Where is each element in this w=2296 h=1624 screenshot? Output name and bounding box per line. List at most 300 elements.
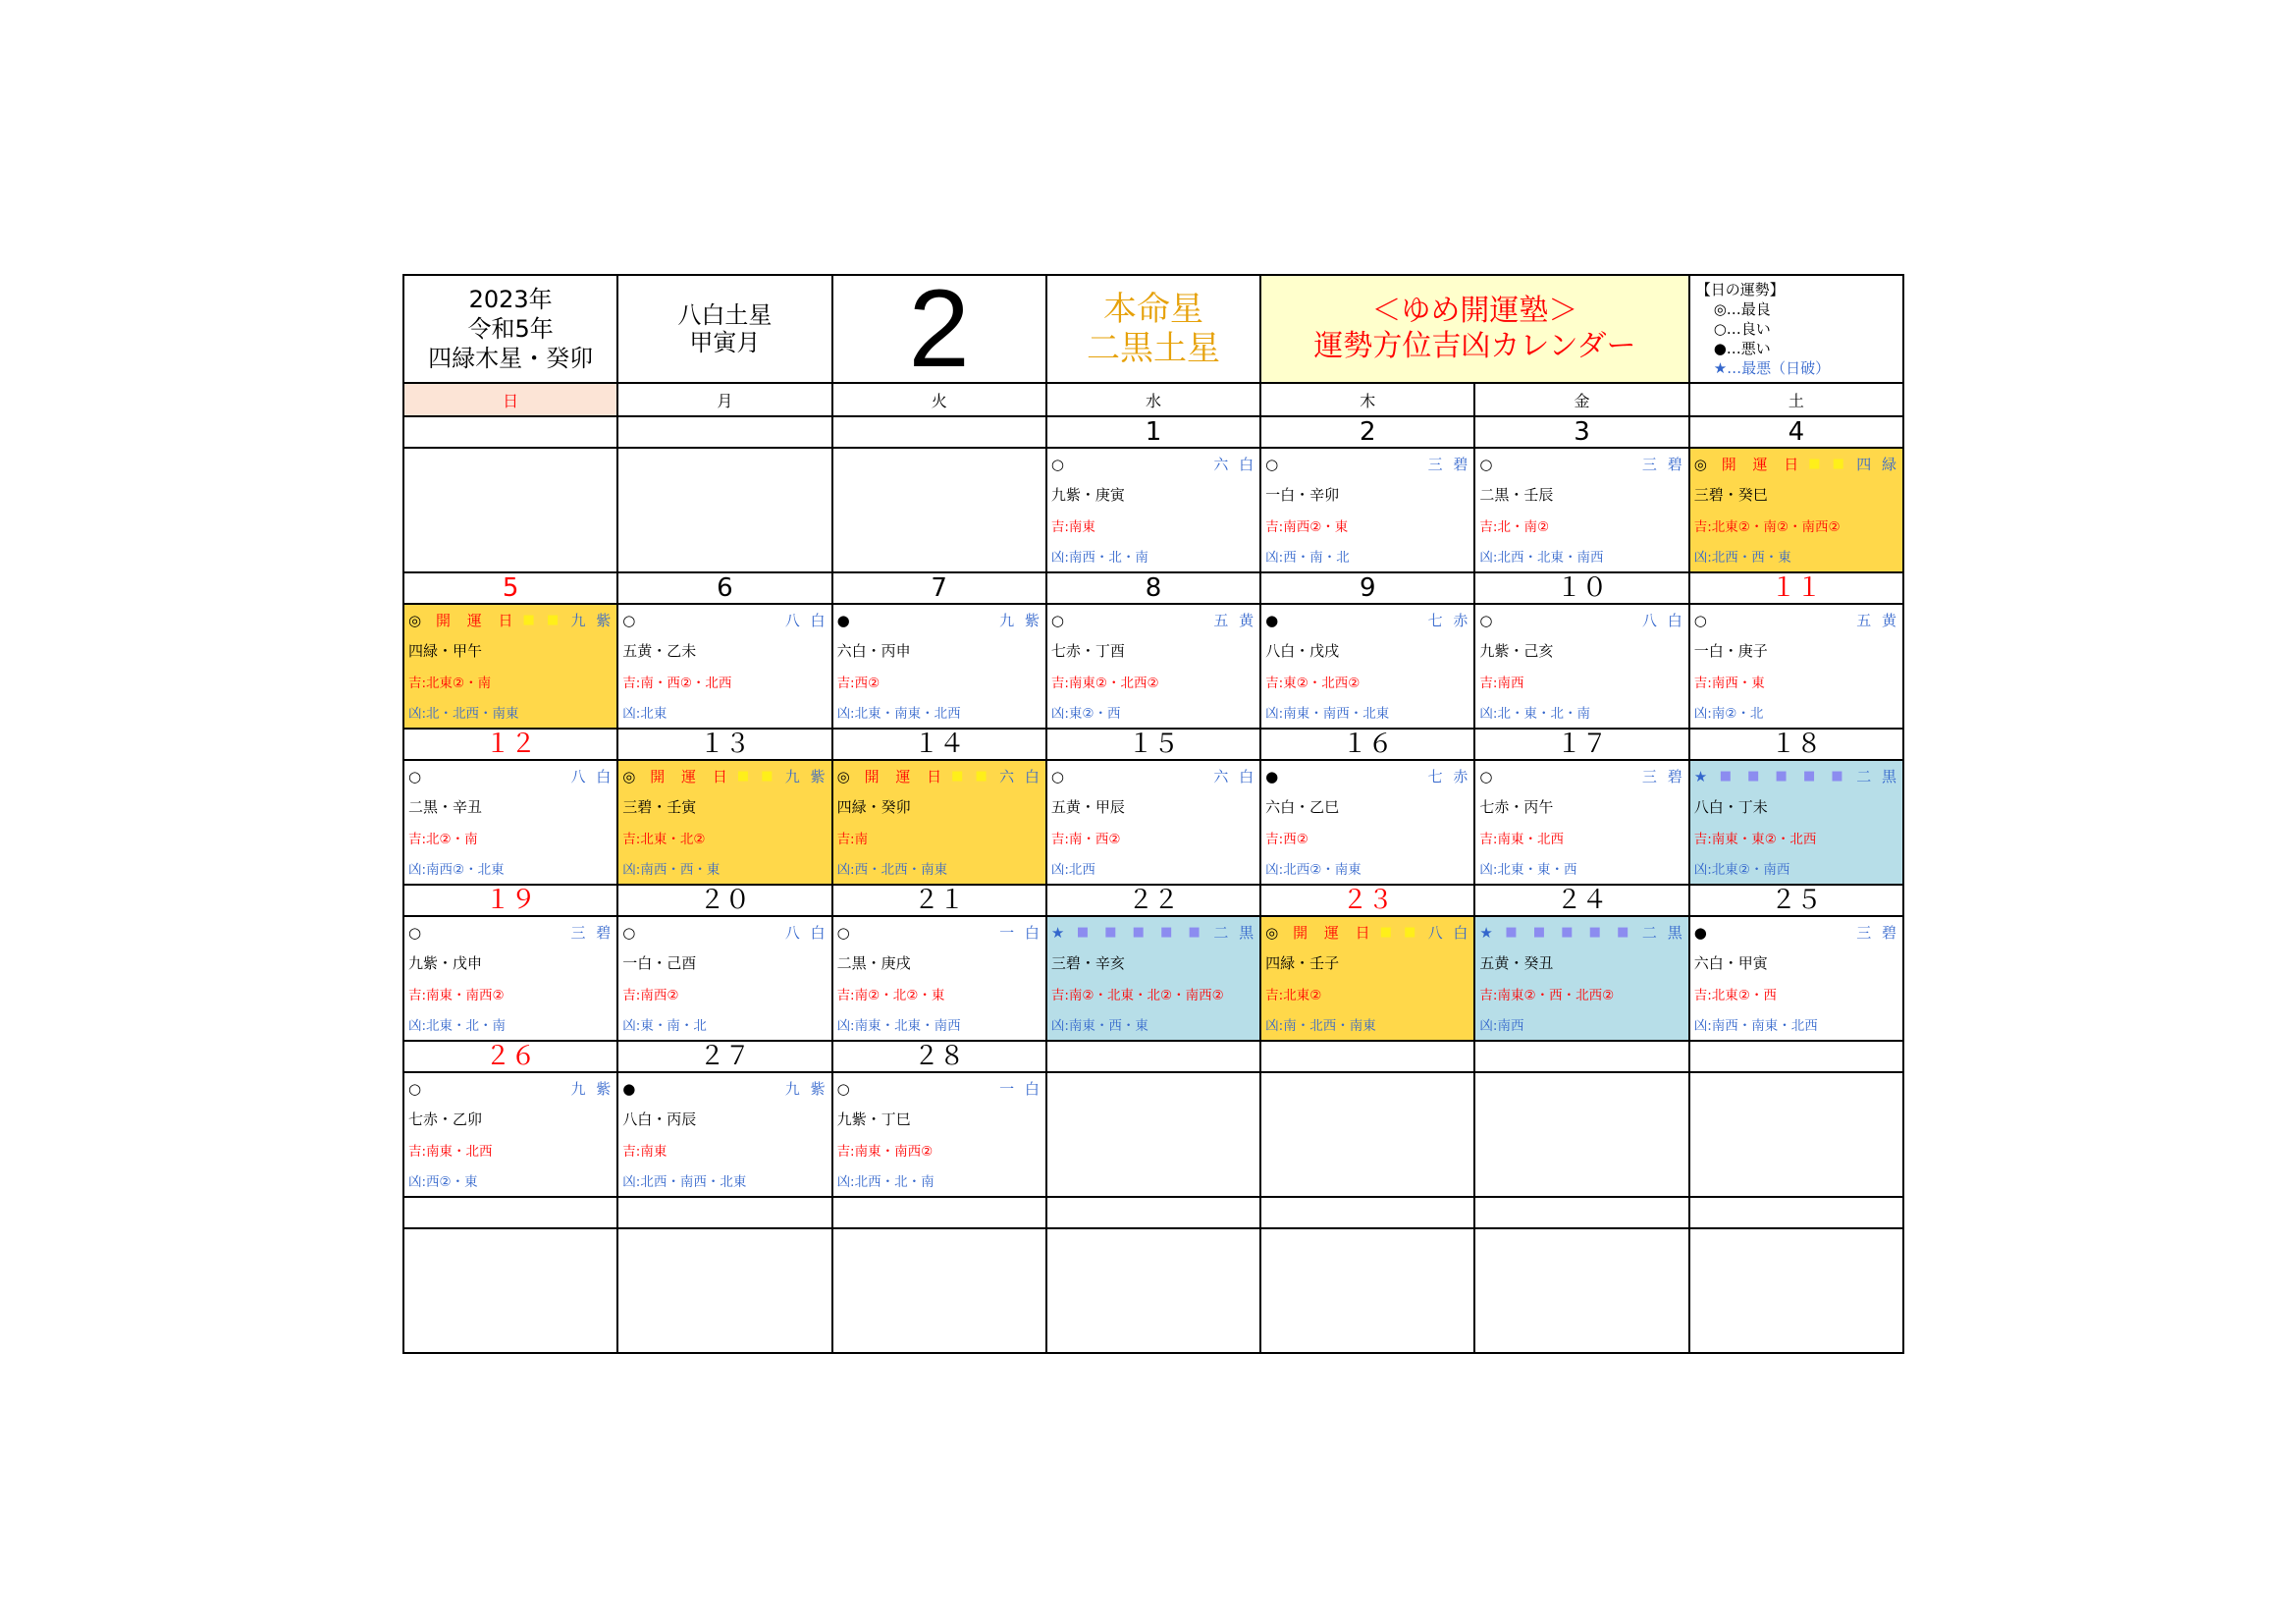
day-kanshi: 六白・丙申 bbox=[836, 642, 911, 661]
date-number: 3 bbox=[1574, 417, 1590, 447]
date-number: 2 bbox=[1360, 417, 1376, 447]
day-cell bbox=[1475, 449, 1689, 573]
empty-date-cell bbox=[833, 1198, 1047, 1229]
day-kanshi: 一白・庚子 bbox=[1693, 642, 1768, 661]
date-number: 8 bbox=[1145, 573, 1162, 603]
day-cell bbox=[404, 1073, 618, 1198]
kaiun-day-label: 開 運 日 bbox=[1721, 456, 1805, 474]
day-kanshi: 七赤・丙午 bbox=[1479, 798, 1554, 817]
empty-date-cell bbox=[1475, 1042, 1689, 1073]
empty-day-cell bbox=[1047, 1229, 1261, 1354]
day-cell bbox=[618, 1073, 832, 1198]
lucky-directions: 吉:西② bbox=[1265, 832, 1308, 848]
fortune-line bbox=[837, 761, 1042, 791]
lucky-directions: 吉:南・西② bbox=[1050, 832, 1121, 848]
day-kanshi: 四緑・壬子 bbox=[1265, 954, 1340, 973]
empty-date-cell bbox=[618, 1198, 832, 1229]
lucky-directions: 吉:北東②・南②・南西② bbox=[1693, 519, 1841, 536]
unlucky-directions: 凶:南東・北東・南西 bbox=[836, 1018, 961, 1035]
day-kanshi: 三碧・癸巳 bbox=[1693, 486, 1768, 505]
fortune-line bbox=[1694, 605, 1899, 635]
unlucky-directions: 凶:東②・西 bbox=[1050, 706, 1121, 723]
square-markers: ■ ■ ■ ■ ■ bbox=[1719, 769, 1849, 785]
day-kanshi: 五黄・乙未 bbox=[622, 642, 697, 661]
day-star: 三 碧 bbox=[1641, 768, 1685, 786]
date-number: ２５ bbox=[1770, 886, 1822, 915]
unlucky-directions: 凶:南西 bbox=[1479, 1018, 1524, 1035]
date-cell bbox=[833, 730, 1047, 761]
date-cell bbox=[618, 886, 832, 917]
date-cell bbox=[1475, 730, 1689, 761]
day-kanshi: 五黄・甲辰 bbox=[1050, 798, 1125, 817]
day-star: 五 黄 bbox=[1213, 612, 1257, 630]
unlucky-directions: 凶:北東②・南西 bbox=[1693, 862, 1790, 879]
day-star: 八 白 bbox=[784, 612, 828, 630]
kaiun-day-label: 開 運 日 bbox=[1293, 924, 1376, 943]
fortune-line bbox=[1265, 449, 1470, 479]
day-star: 三 碧 bbox=[570, 924, 614, 943]
weekday-wednesday: 水 bbox=[1047, 384, 1261, 417]
day-star: 九 紫 bbox=[784, 768, 828, 786]
date-number: １４ bbox=[913, 730, 965, 759]
kaiun-day-label: 開 運 日 bbox=[864, 768, 948, 786]
kaiun-day-label: 開 運 日 bbox=[436, 612, 519, 630]
year-line: 2023年 bbox=[468, 286, 553, 313]
unlucky-directions: 凶:西・北西・南東 bbox=[836, 862, 948, 879]
unlucky-directions: 凶:北東・南東・北西 bbox=[836, 706, 961, 723]
day-cell bbox=[1047, 605, 1261, 730]
month-number: 2 bbox=[908, 276, 970, 384]
day-cell bbox=[1047, 917, 1261, 1042]
lucky-directions: 吉:南東・南西② bbox=[836, 1144, 934, 1161]
date-cell bbox=[1047, 573, 1261, 605]
date-cell bbox=[1047, 886, 1261, 917]
day-kanshi: 七赤・丁酉 bbox=[1050, 642, 1125, 661]
fortune-mark: ○ bbox=[836, 1079, 850, 1098]
school-name: ＜ゆめ開運塾＞ bbox=[1371, 294, 1578, 328]
date-cell bbox=[1475, 417, 1689, 449]
date-cell bbox=[618, 1042, 832, 1073]
day-star: 三 碧 bbox=[1856, 924, 1899, 943]
fortune-mark: ○ bbox=[1479, 611, 1493, 629]
day-kanshi: 九紫・戊申 bbox=[408, 954, 483, 973]
fortune-mark: ○ bbox=[836, 923, 850, 942]
day-cell bbox=[404, 761, 618, 886]
unlucky-directions: 凶:北・東・北・南 bbox=[1479, 706, 1590, 723]
unlucky-directions: 凶:北東・東・西 bbox=[1479, 862, 1577, 879]
month-star-line: 八白土星 bbox=[677, 301, 773, 329]
date-number: ２０ bbox=[699, 886, 751, 915]
fortune-line bbox=[1479, 761, 1684, 791]
date-cell bbox=[404, 730, 618, 761]
fortune-line bbox=[1694, 917, 1899, 947]
legend-item-best: ◎…最良 bbox=[1713, 300, 1771, 318]
date-cell bbox=[1261, 730, 1475, 761]
unlucky-directions: 凶:北・北西・南東 bbox=[408, 706, 519, 723]
day-kanshi: 三碧・壬寅 bbox=[622, 798, 697, 817]
date-number: ２８ bbox=[913, 1042, 965, 1071]
empty-day-cell bbox=[618, 1229, 832, 1354]
legend bbox=[1690, 276, 1904, 384]
fortune-mark: ○ bbox=[1265, 455, 1279, 473]
unlucky-directions: 凶:北西・北・南 bbox=[836, 1174, 934, 1191]
day-cell bbox=[833, 917, 1047, 1042]
square-markers: ■ ■ ■ ■ ■ bbox=[1076, 925, 1206, 941]
date-cell bbox=[833, 573, 1047, 605]
unlucky-directions: 凶:北西・北東・南西 bbox=[1479, 550, 1604, 567]
weekday-monday: 月 bbox=[618, 384, 832, 417]
fortune-line bbox=[622, 1073, 828, 1104]
square-markers: ■ ■ ■ ■ ■ bbox=[1505, 925, 1635, 941]
fortune-mark: ○ bbox=[1479, 767, 1493, 785]
empty-day-cell bbox=[404, 1229, 618, 1354]
date-number: ２３ bbox=[1342, 886, 1394, 915]
date-cell bbox=[1261, 573, 1475, 605]
unlucky-directions: 凶:西②・東 bbox=[408, 1174, 478, 1191]
year-star-line: 四緑木星・癸卯 bbox=[428, 345, 594, 372]
fortune-mark: ◎ bbox=[1693, 455, 1707, 473]
fortune-line bbox=[1051, 449, 1256, 479]
day-kanshi: 六白・甲寅 bbox=[1693, 954, 1768, 973]
lucky-directions: 吉:南・西②・北西 bbox=[622, 676, 732, 692]
fortune-line bbox=[1479, 917, 1684, 947]
lucky-directions: 吉:南東・北西 bbox=[1479, 832, 1564, 848]
date-number: １８ bbox=[1770, 730, 1822, 759]
lucky-directions: 吉:南西②・東 bbox=[1265, 519, 1349, 536]
day-cell bbox=[833, 761, 1047, 886]
honmei-label: 本命星 bbox=[1102, 290, 1203, 329]
day-kanshi: 八白・丁未 bbox=[1693, 798, 1768, 817]
unlucky-directions: 凶:南東・西・東 bbox=[1050, 1018, 1148, 1035]
day-cell bbox=[833, 1073, 1047, 1198]
unlucky-directions: 凶:北東 bbox=[622, 706, 667, 723]
fortune-line bbox=[622, 605, 828, 635]
day-star: 九 紫 bbox=[784, 1080, 828, 1099]
date-number: ２２ bbox=[1127, 886, 1179, 915]
empty-date-cell bbox=[1690, 1042, 1904, 1073]
empty-day-cell bbox=[1261, 1229, 1475, 1354]
unlucky-directions: 凶:東・南・北 bbox=[622, 1018, 707, 1035]
empty-day-cell bbox=[1475, 1073, 1689, 1198]
calendar-title bbox=[1261, 276, 1690, 384]
date-cell bbox=[1690, 886, 1904, 917]
fortune-mark: ○ bbox=[408, 1079, 422, 1098]
day-kanshi: 九紫・丁巳 bbox=[836, 1110, 911, 1129]
day-cell bbox=[1475, 761, 1689, 886]
unlucky-directions: 凶:北東・北・南 bbox=[408, 1018, 507, 1035]
fortune-line bbox=[1479, 449, 1684, 479]
fortune-mark: ◎ bbox=[1265, 923, 1279, 942]
day-kanshi: 一白・辛卯 bbox=[1265, 486, 1340, 505]
day-cell bbox=[833, 605, 1047, 730]
date-number: ２７ bbox=[699, 1042, 751, 1071]
fortune-mark: ★ bbox=[1050, 923, 1065, 942]
day-star: 九 紫 bbox=[570, 1080, 614, 1099]
lucky-directions: 吉:南東・南西② bbox=[408, 988, 505, 1004]
unlucky-directions: 凶:南西②・北東 bbox=[408, 862, 505, 879]
empty-day-cell bbox=[1047, 1073, 1261, 1198]
day-kanshi: 六白・乙巳 bbox=[1265, 798, 1340, 817]
day-cell bbox=[1047, 449, 1261, 573]
fortune-mark: ● bbox=[1693, 923, 1707, 942]
square-markers: ■ ■ bbox=[522, 613, 563, 628]
fortune-line bbox=[408, 761, 614, 791]
date-cell bbox=[404, 1042, 618, 1073]
legend-item-bad: ●…悪い bbox=[1713, 340, 1771, 357]
date-number: １０ bbox=[1556, 573, 1608, 603]
day-cell bbox=[404, 605, 618, 730]
fortune-line bbox=[1479, 605, 1684, 635]
empty-date-cell bbox=[1261, 1198, 1475, 1229]
date-cell bbox=[404, 573, 618, 605]
date-cell bbox=[1047, 730, 1261, 761]
empty-date-cell bbox=[1047, 1198, 1261, 1229]
honmei-star: 二黒土星 bbox=[1086, 329, 1220, 368]
date-number: ２１ bbox=[913, 886, 965, 915]
lucky-directions: 吉:北・南② bbox=[1479, 519, 1550, 536]
fortune-mark: ● bbox=[1265, 611, 1279, 629]
date-cell bbox=[618, 573, 832, 605]
month-kanshi-line: 甲寅月 bbox=[689, 329, 761, 356]
weekday-saturday: 土 bbox=[1690, 384, 1904, 417]
empty-date-cell bbox=[1475, 1198, 1689, 1229]
lucky-directions: 吉:南東・東②・北西 bbox=[1693, 832, 1817, 848]
fortune-line bbox=[408, 605, 614, 635]
fortune-line bbox=[1051, 917, 1256, 947]
lucky-directions: 吉:南西・東 bbox=[1693, 676, 1765, 692]
day-star: 二 黒 bbox=[1641, 924, 1685, 943]
date-number: １３ bbox=[699, 730, 751, 759]
empty-day-cell bbox=[833, 449, 1047, 573]
fortune-line bbox=[1051, 761, 1256, 791]
day-cell bbox=[1690, 917, 1904, 1042]
day-cell bbox=[1261, 605, 1475, 730]
legend-item-good: ○…良い bbox=[1713, 320, 1771, 338]
day-cell bbox=[404, 917, 618, 1042]
day-kanshi: 一白・己酉 bbox=[622, 954, 697, 973]
day-star: 二 黒 bbox=[1213, 924, 1257, 943]
empty-day-cell bbox=[404, 449, 618, 573]
era-line: 令和5年 bbox=[467, 315, 554, 343]
day-star: 七 赤 bbox=[1427, 612, 1471, 630]
fortune-mark: ○ bbox=[1479, 455, 1493, 473]
fortune-line bbox=[1694, 761, 1899, 791]
weekday-friday: 金 bbox=[1475, 384, 1689, 417]
day-star: 九 紫 bbox=[999, 612, 1042, 630]
weekday-tuesday: 火 bbox=[833, 384, 1047, 417]
kaiun-day-label: 開 運 日 bbox=[650, 768, 733, 786]
lucky-directions: 吉:南②・北②・東 bbox=[836, 988, 945, 1004]
date-cell bbox=[1690, 730, 1904, 761]
day-star: 八 白 bbox=[1641, 612, 1685, 630]
day-star: 七 赤 bbox=[1427, 768, 1471, 786]
unlucky-directions: 凶:南西・北・南 bbox=[1050, 550, 1148, 567]
fortune-line bbox=[408, 917, 614, 947]
fortune-mark: ○ bbox=[1693, 611, 1707, 629]
unlucky-directions: 凶:北西・南西・北東 bbox=[622, 1174, 747, 1191]
lucky-directions: 吉:北東②・南 bbox=[408, 676, 492, 692]
fortune-mark: ★ bbox=[1479, 923, 1493, 942]
date-cell bbox=[1261, 417, 1475, 449]
day-star: 三 碧 bbox=[1427, 456, 1471, 474]
day-cell bbox=[1690, 605, 1904, 730]
calendar-grid bbox=[402, 274, 1904, 1354]
day-star: 六 白 bbox=[999, 768, 1042, 786]
day-kanshi: 二黒・辛丑 bbox=[408, 798, 483, 817]
fortune-mark: ○ bbox=[408, 923, 422, 942]
fortune-mark: ◎ bbox=[408, 611, 422, 629]
day-kanshi: 七赤・乙卯 bbox=[408, 1110, 483, 1129]
day-kanshi: 五黄・癸丑 bbox=[1479, 954, 1554, 973]
lucky-directions: 吉:南②・北東・北②・南西② bbox=[1050, 988, 1224, 1004]
date-number: １５ bbox=[1127, 730, 1179, 759]
day-kanshi: 九紫・己亥 bbox=[1479, 642, 1554, 661]
day-kanshi: 四緑・甲午 bbox=[408, 642, 483, 661]
fortune-line bbox=[837, 1073, 1042, 1104]
unlucky-directions: 凶:南②・北 bbox=[1693, 706, 1764, 723]
unlucky-directions: 凶:北西②・南東 bbox=[1265, 862, 1362, 879]
day-kanshi: 二黒・壬辰 bbox=[1479, 486, 1554, 505]
date-cell bbox=[1475, 886, 1689, 917]
empty-day-cell bbox=[618, 449, 832, 573]
fortune-mark: ○ bbox=[622, 923, 636, 942]
lucky-directions: 吉:南東 bbox=[622, 1144, 667, 1161]
day-star: 八 白 bbox=[570, 768, 614, 786]
square-markers: ■ ■ bbox=[1379, 925, 1420, 941]
weekday-thursday: 木 bbox=[1261, 384, 1475, 417]
unlucky-directions: 凶:南西・南東・北西 bbox=[1693, 1018, 1818, 1035]
fortune-line bbox=[1051, 605, 1256, 635]
empty-date-cell bbox=[1690, 1198, 1904, 1229]
empty-date-cell bbox=[1047, 1042, 1261, 1073]
unlucky-directions: 凶:北西・西・東 bbox=[1693, 550, 1791, 567]
lucky-directions: 吉:南東・北西 bbox=[408, 1144, 493, 1161]
day-cell bbox=[1690, 449, 1904, 573]
day-star: 一 白 bbox=[999, 924, 1042, 943]
fortune-line bbox=[1265, 761, 1470, 791]
square-markers: ■ ■ bbox=[1808, 457, 1848, 472]
fortune-mark: ○ bbox=[622, 611, 636, 629]
square-markers: ■ ■ bbox=[736, 769, 777, 785]
date-number: １６ bbox=[1342, 730, 1394, 759]
fortune-mark: ○ bbox=[1050, 767, 1064, 785]
fortune-mark: ★ bbox=[1693, 767, 1708, 785]
date-number: １７ bbox=[1556, 730, 1608, 759]
empty-date-cell bbox=[404, 417, 618, 449]
day-cell bbox=[1475, 605, 1689, 730]
day-kanshi: 八白・丙辰 bbox=[622, 1110, 697, 1129]
day-star: 五 黄 bbox=[1856, 612, 1899, 630]
fortune-line bbox=[622, 761, 828, 791]
day-star: 二 黒 bbox=[1856, 768, 1899, 786]
legend-title: 【日の運勢】 bbox=[1695, 281, 1785, 298]
day-cell bbox=[1261, 917, 1475, 1042]
fortune-line bbox=[837, 605, 1042, 635]
empty-date-cell bbox=[1261, 1042, 1475, 1073]
lucky-directions: 吉:北②・南 bbox=[408, 832, 478, 848]
day-cell bbox=[1261, 761, 1475, 886]
date-number: 5 bbox=[502, 573, 519, 603]
fortune-mark: ● bbox=[836, 611, 850, 629]
unlucky-directions: 凶:南西・西・東 bbox=[622, 862, 721, 879]
fortune-mark: ◎ bbox=[622, 767, 636, 785]
empty-day-cell bbox=[1690, 1073, 1904, 1198]
lucky-directions: 吉:南西② bbox=[622, 988, 679, 1004]
date-number: 4 bbox=[1788, 417, 1805, 447]
fortune-mark: ○ bbox=[1050, 611, 1064, 629]
day-cell bbox=[1261, 449, 1475, 573]
lucky-directions: 吉:東②・北西② bbox=[1265, 676, 1361, 692]
fortune-mark: ◎ bbox=[836, 767, 850, 785]
day-cell bbox=[1047, 761, 1261, 886]
empty-day-cell bbox=[1261, 1073, 1475, 1198]
date-cell bbox=[833, 1042, 1047, 1073]
empty-date-cell bbox=[833, 417, 1047, 449]
day-star: 九 紫 bbox=[570, 612, 614, 630]
day-star: 一 白 bbox=[999, 1080, 1042, 1099]
lucky-directions: 吉:南 bbox=[836, 832, 869, 848]
month-number-cell bbox=[833, 276, 1047, 384]
date-number: ２６ bbox=[485, 1042, 537, 1071]
date-cell bbox=[618, 730, 832, 761]
title-text: 運勢方位吉凶カレンダー bbox=[1313, 329, 1636, 363]
lucky-directions: 吉:南東 bbox=[1050, 519, 1095, 536]
lucky-directions: 吉:西② bbox=[836, 676, 881, 692]
date-number: 9 bbox=[1360, 573, 1376, 603]
fortune-line bbox=[837, 917, 1042, 947]
fortune-mark: ○ bbox=[1050, 455, 1064, 473]
day-kanshi: 四緑・癸卯 bbox=[836, 798, 911, 817]
fortune-line bbox=[1265, 917, 1470, 947]
day-cell bbox=[618, 605, 832, 730]
day-kanshi: 二黒・庚戌 bbox=[836, 954, 911, 973]
date-number: １２ bbox=[485, 730, 537, 759]
lucky-directions: 吉:北東②・西 bbox=[1693, 988, 1777, 1004]
day-star: 三 碧 bbox=[1641, 456, 1685, 474]
lucky-directions: 吉:南西 bbox=[1479, 676, 1524, 692]
day-cell bbox=[1475, 917, 1689, 1042]
unlucky-directions: 凶:北西 bbox=[1050, 862, 1095, 879]
day-star: 六 白 bbox=[1213, 456, 1257, 474]
fortune-mark: ● bbox=[622, 1079, 636, 1098]
day-cell bbox=[1690, 761, 1904, 886]
unlucky-directions: 凶:西・南・北 bbox=[1265, 550, 1350, 567]
empty-date-cell bbox=[618, 417, 832, 449]
day-star: 四 緑 bbox=[1856, 456, 1899, 474]
day-kanshi: 八白・戊戌 bbox=[1265, 642, 1340, 661]
day-kanshi: 三碧・辛亥 bbox=[1050, 954, 1125, 973]
empty-date-cell bbox=[404, 1198, 618, 1229]
day-cell bbox=[618, 917, 832, 1042]
lucky-directions: 吉:南東②・西・北西② bbox=[1479, 988, 1615, 1004]
date-number: １９ bbox=[485, 886, 537, 915]
square-markers: ■ ■ bbox=[951, 769, 991, 785]
fortune-mark: ● bbox=[1265, 767, 1279, 785]
weekday-sunday: 日 bbox=[404, 384, 618, 417]
day-star: 八 白 bbox=[1427, 924, 1471, 943]
date-cell bbox=[404, 886, 618, 917]
month-star-info bbox=[618, 276, 832, 384]
unlucky-directions: 凶:南・北西・南東 bbox=[1265, 1018, 1376, 1035]
date-number: 1 bbox=[1145, 417, 1162, 447]
date-number: 7 bbox=[931, 573, 947, 603]
date-number: １１ bbox=[1770, 573, 1822, 603]
empty-day-cell bbox=[1475, 1229, 1689, 1354]
honmei-star-info bbox=[1047, 276, 1261, 384]
fortune-line bbox=[1265, 605, 1470, 635]
fortune-line bbox=[622, 917, 828, 947]
empty-day-cell bbox=[1690, 1229, 1904, 1354]
